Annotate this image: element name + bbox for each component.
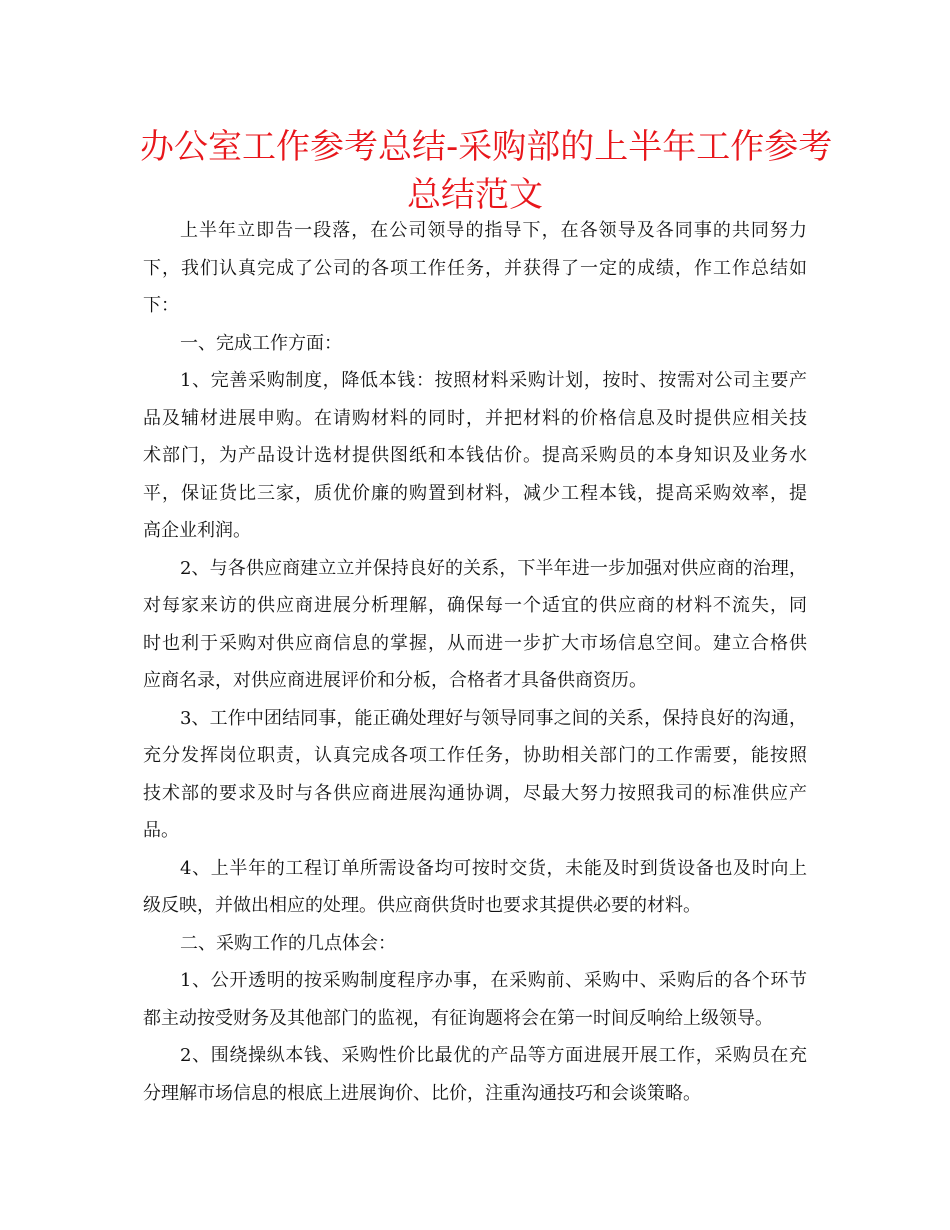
paragraph-line: 对每家来访的供应商进展分析理解，确保每一个适宜的供应商的材料不流失，同 (143, 595, 807, 616)
paragraph-line: 时也利于采购对供应商信息的掌握，从而进一步扩大市场信息空间。建立合格供 (143, 632, 807, 654)
paragraph-line: 术部门，为产品设计选材提供图纸和本钱估价。提高采购员的本身知识及业务水 (143, 445, 807, 466)
paragraph-line: 3、工作中团结同事，能正确处理好与领导同事之间的关系，保持良好的沟通， (180, 707, 807, 729)
paragraph-line: 4、上半年的工程订单所需设备均可按时交货，未能及时到货设备也及时向上 (180, 857, 807, 879)
intro-paragraph (143, 212, 807, 325)
paragraph-line: 上半年立即告一段落，在公司领导的指导下，在各领导及各同事的共同努力 (180, 220, 807, 241)
paragraph-line: 品及辅材进展申购。在请购材料的同时，并把材料的价格信息及时提供应相关技 (143, 407, 807, 429)
paragraph-line: 应商名录，对供应商进展评价和分板，合格者才具备供商资历。 (143, 670, 647, 691)
item-paragraph (143, 1037, 807, 1112)
title-line-2: 总结范文 (407, 175, 543, 215)
paragraph-line: 分理解市场信息的根底上进展询价、比价，注重沟通技巧和会谈策略。 (143, 1082, 701, 1104)
item-paragraph (143, 962, 807, 1037)
paragraph-line: 充分发挥岗位职责，认真完成各项工作任务，协助相关部门的工作需要，能按照 (143, 745, 807, 766)
item-paragraph (143, 362, 807, 550)
paragraph-line: 下： (143, 295, 179, 316)
paragraph-line: 2、围绕操纵本钱、采购性价比最优的产品等方面进展开展工作，采购员在充 (180, 1045, 807, 1066)
item-paragraph (143, 700, 807, 850)
title-line-1: 办公室工作参考总结-采购部的上半年工作参考 (140, 127, 833, 167)
paragraph-line: 技术部的要求及时与各供应商进展沟通协调，尽最大努力按照我司的标准供应产 (143, 782, 807, 804)
paragraph-line: 级反映，并做出相应的处理。供应商供货时也要求其提供必要的材料。 (143, 895, 701, 916)
item-paragraph (143, 550, 807, 700)
document-body (143, 212, 807, 1112)
paragraph-line: 高企业利润。 (143, 520, 251, 541)
paragraph-line: 品。 (143, 820, 179, 841)
document-title (140, 123, 833, 219)
section-heading-completed-work (143, 325, 807, 363)
section-heading: 二、采购工作的几点体会： (180, 932, 396, 954)
paragraph-line: 下，我们认真完成了公司的各项工作任务，并获得了一定的成绩，作工作总结如 (143, 257, 807, 279)
item-paragraph (143, 850, 807, 925)
section-heading: 一、完成工作方面： (180, 332, 342, 354)
section-heading-procurement-insights (143, 925, 807, 963)
paragraph-line: 平，保证货比三家，质优价廉的购置到材料，减少工程本钱，提高采购效率，提 (143, 482, 807, 504)
paragraph-line: 2、与各供应商建立立并保持良好的关系，下半年进一步加强对供应商的治理， (180, 557, 807, 579)
paragraph-line: 1、完善采购制度，降低本钱：按照材料采购计划，按时、按需对公司主要产 (180, 370, 807, 391)
paragraph-line: 1、公开透明的按采购制度程序办事，在采购前、采购中、采购后的各个环节 (180, 970, 807, 991)
paragraph-line: 都主动按受财务及其他部门的监视，有征询题将会在第一时间反响给上级领导。 (143, 1007, 773, 1029)
